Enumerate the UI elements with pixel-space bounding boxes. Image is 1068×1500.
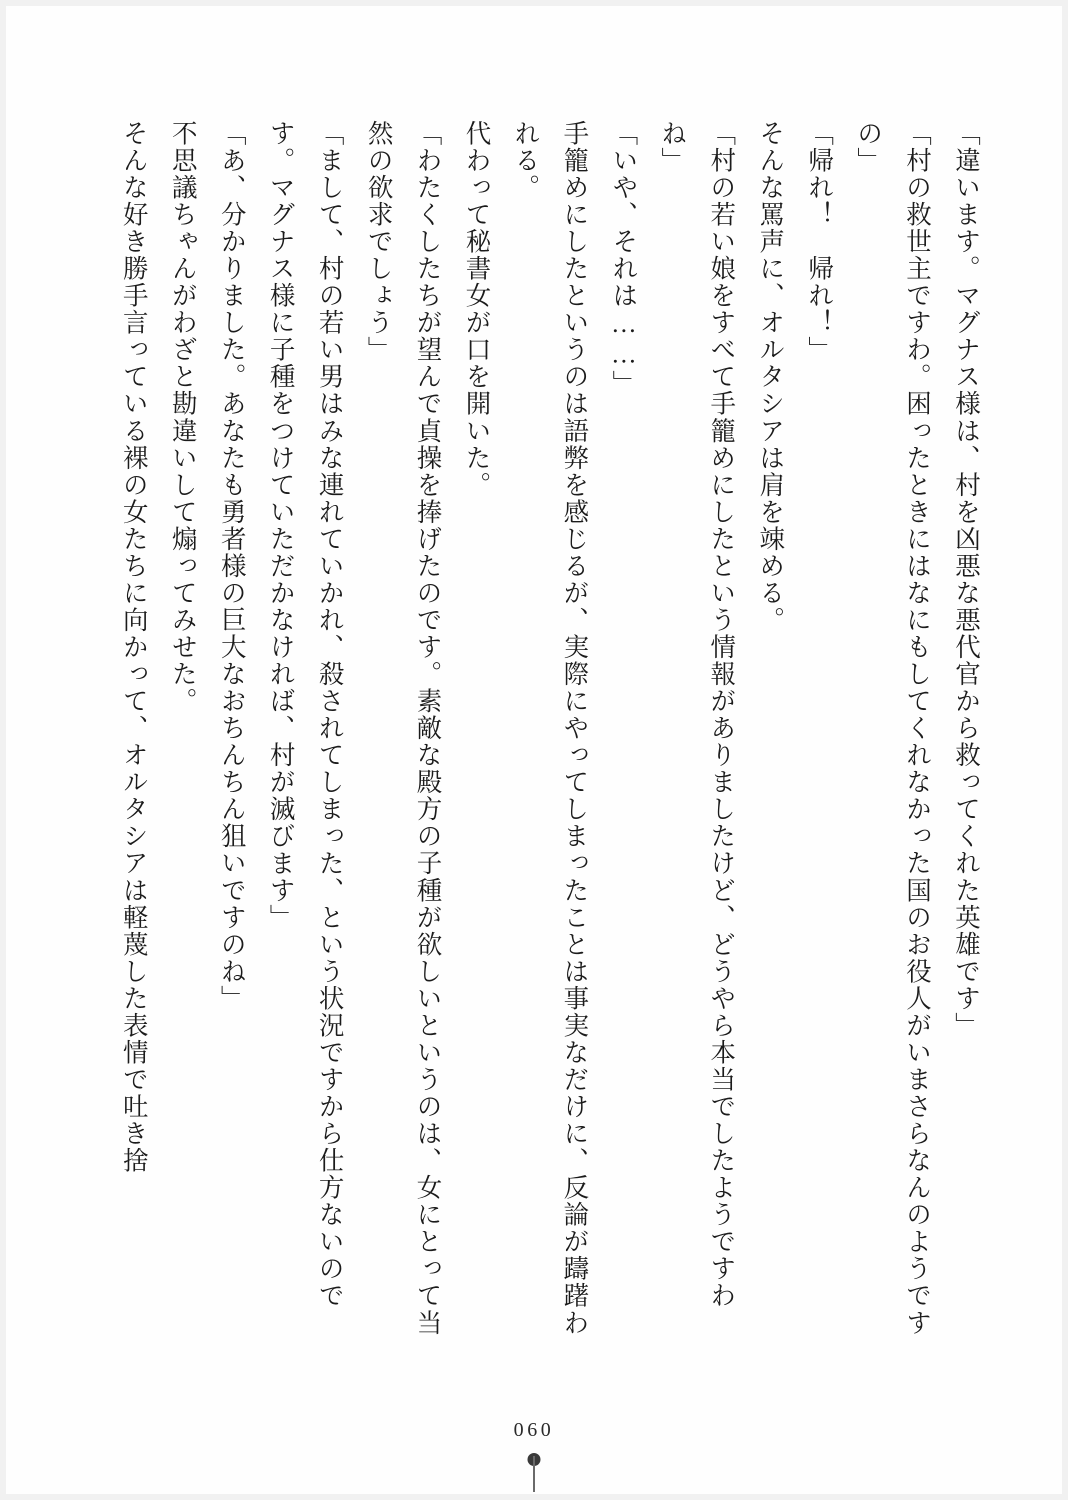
paragraph: 「違います。マグナス様は、村を凶悪な悪代官から救ってくれた英雄です」 xyxy=(952,120,981,1040)
page-edge-right xyxy=(1062,0,1068,1500)
paragraph: そんな好き勝手言っている裸の女たちに向かって、オルタシアは軽蔑した表情で吐き捨 xyxy=(119,120,149,1175)
paragraph: 「わたくしたちが望んで貞操を捧げたのです。素敵な殿方の子種が欲しいというのは、女にとって当然の欲求でしょう」 xyxy=(364,120,443,1337)
paragraph: そんな罵声に、オルタシアは肩を竦める。 xyxy=(756,120,786,634)
vertical-text-body xyxy=(110,120,990,1350)
page-edge-left xyxy=(0,0,6,1500)
paragraph: 「いや、それは……」 xyxy=(609,120,639,398)
paragraph: 「あ、分かりました。あなたも勇者様の巨大なおちんちん狙いですのね」 xyxy=(217,120,247,1012)
paragraph: 「まして、村の若い男はみな連れていかれ、殺されてしまった、という状況ですから仕方ないのです。マグナス様に子種をつけていただかなければ、村が滅びます」 xyxy=(266,120,345,1310)
paragraph: 「村の若い娘をすべて手籠めにしたという情報がありましたけど、どうやら本当でしたようですわね」 xyxy=(658,120,737,1310)
footer-rule-ornament xyxy=(533,1456,535,1492)
paragraph: 「帰れ！ 帰れ！」 xyxy=(805,120,835,364)
page-number: 060 xyxy=(513,1419,555,1441)
page-edge-top xyxy=(0,0,1068,6)
paragraph: 不思議ちゃんがわざと勘違いして煽ってみせた。 xyxy=(168,120,198,715)
paragraph: 手籠めにしたというのは語弊を感じるが、実際にやってしまったことは事実なだけに、反論が躊躇われる。 xyxy=(511,120,590,1337)
paragraph: 代わって秘書女が口を開いた。 xyxy=(462,120,492,499)
paragraph: 「村の救世主ですわ。困ったときにはなにもしてくれなかった国のお役人がいまさらなんのようですの」 xyxy=(854,120,933,1337)
page-edge-bottom xyxy=(0,1494,1068,1500)
